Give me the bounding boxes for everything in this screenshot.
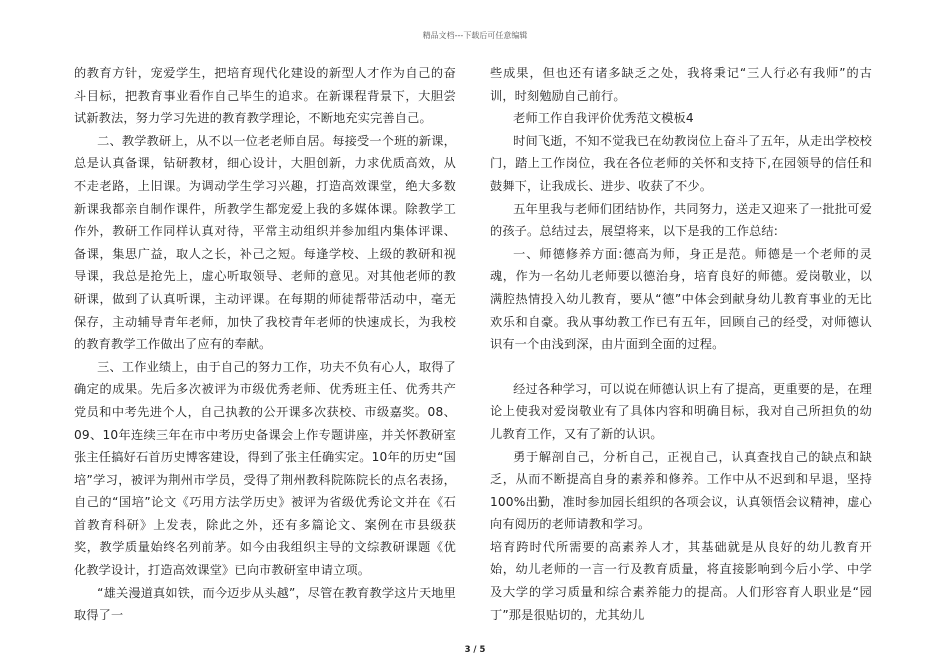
paragraph: “雄关漫道真如铁，而今迈步从头越”，尽管在教育教学这片天地里取得了一 (74, 585, 456, 623)
paragraph: 些成果，但也还有诸多缺乏之处，我将秉记“三人行必有我师”的古训，时刻勉励自己前行。 (490, 66, 872, 103)
paragraph: 的教育方针，宠爱学生，把培育现代化建设的新型人才作为自己的奋斗目标，把教育事业看作自己毕生的追求。在新课程背景下，大胆尝试新教法，努力学习先进的教育教学理论，不断地充实完善自己。 (74, 66, 456, 126)
paragraph: 勇于解剖自己，分析自己，正视自己，认真查找自己的缺点和缺乏，从而不断提高自身的素养和修养。工作中从不迟到和早退，坚持100%出勤，准时参加园长组织的各项会议，认真领悟会议精神，虚心向有阅历的老师请教和学习。 (490, 449, 872, 532)
left-column (74, 62, 456, 627)
page-header: 精品文档---下载后可任意编辑 (422, 31, 528, 40)
paragraph: 时间飞逝，不知不觉我已在幼教岗位上奋斗了五年，从走出学校校门，踏上工作岗位，我在各位老师的关怀和支持下,在园领导的信任和鼓舞下，让我成长、进步、收获了不少。 (490, 133, 872, 193)
paragraph: 培育跨时代所需要的高素养人才，其基础就是从良好的幼儿教育开始，幼儿老师的一言一行及教育质量，将直接影响到今后小学、中学及大学的学习质量和综合素养能力的提高。人们形容育人职业是“园丁”那是很贴切的，尤其幼儿 (490, 539, 872, 622)
right-column (490, 62, 872, 626)
paragraph: 二、教学教研上，从不以一位老老师自居。每接受一个班的新课，总是认真备课，钻研教材，细心设计，大胆创新，力求优质高效，从不走老路，上旧课。为调动学生学习兴趣，打造高效课堂，绝大多数新课我都亲自制作课件，所教学生都宠爱上我的多媒体课。除教学工作外，教研工作同样认真对待，平常主动组织并参加组内集体评课、备课，集思广益，取人之长，补己之短。每逢学校、上级的教研和视导课，我总是抢先上，虚心听取领导、老师的意见。对其他老师的教研课，做到了认真听课，主动评课。在每期的师徒帮带活动中，毫无保存，主动辅导青年老师，加快了我校青年老师的快速成长，为我校的教育教学工作做出了应有的奉献。 (74, 133, 456, 352)
paragraph: 经过各种学习，可以说在师德认识上有了提高，更重要的是，在理论上使我对爱岗敬业有了具体内容和明确目标，我对自己所担负的幼儿教育工作，又有了新的认识。 (490, 381, 872, 441)
section-title: 老师工作自我评价优秀范文模板4 (513, 111, 694, 126)
paragraph: 五年里我与老师们团结协作，共同努力，送走又迎来了一批批可爱的孩子。总结过去，展望将来，以下是我的工作总结: (490, 201, 872, 239)
paragraph: 三、工作业绩上，由于自己的努力工作，功夫不负有心人，取得了确定的成果。先后多次被评为市级优秀老师、优秀班主任、优秀共产党员和中考先进个人，自己执教的公开课多次获校、市级嘉奖。08、09、10年连续三年在市中考历史备课会上作专题讲座，并关怀教研室张主任搞好石首历史博客建设，得到了张主任确实定。10年的历史“国培”学习，被评为荆州市学员，受得了荆州教科院陈院长的点名表扬，自己的“国培”论文《巧用方法学历史》被评为省级优秀论文并在《石首教育科研》上发表，除此之外，还有多篇论文、案例在市县级获奖，教学质量始终名列前茅。如今由我组织主导的文综教研课题《优化教学设计，打造高效课堂》已向市教研室申请立项。 (74, 359, 456, 578)
page-number: 3 / 5 (464, 645, 486, 655)
paragraph: 一、师德修养方面:德高为师，身正是范。师德是一个老师的灵魂，作为一名幼儿老师要以德治身，培育良好的师德。爱岗敬业，以满腔热情投入幼儿教育，要从“德”中体会到献身幼儿教育事业的无比欢乐和自豪。我从事幼教工作已有五年，回顾自己的经受，对师德认识有一个由浅到深，由片面到全面的过程。 (490, 246, 872, 352)
